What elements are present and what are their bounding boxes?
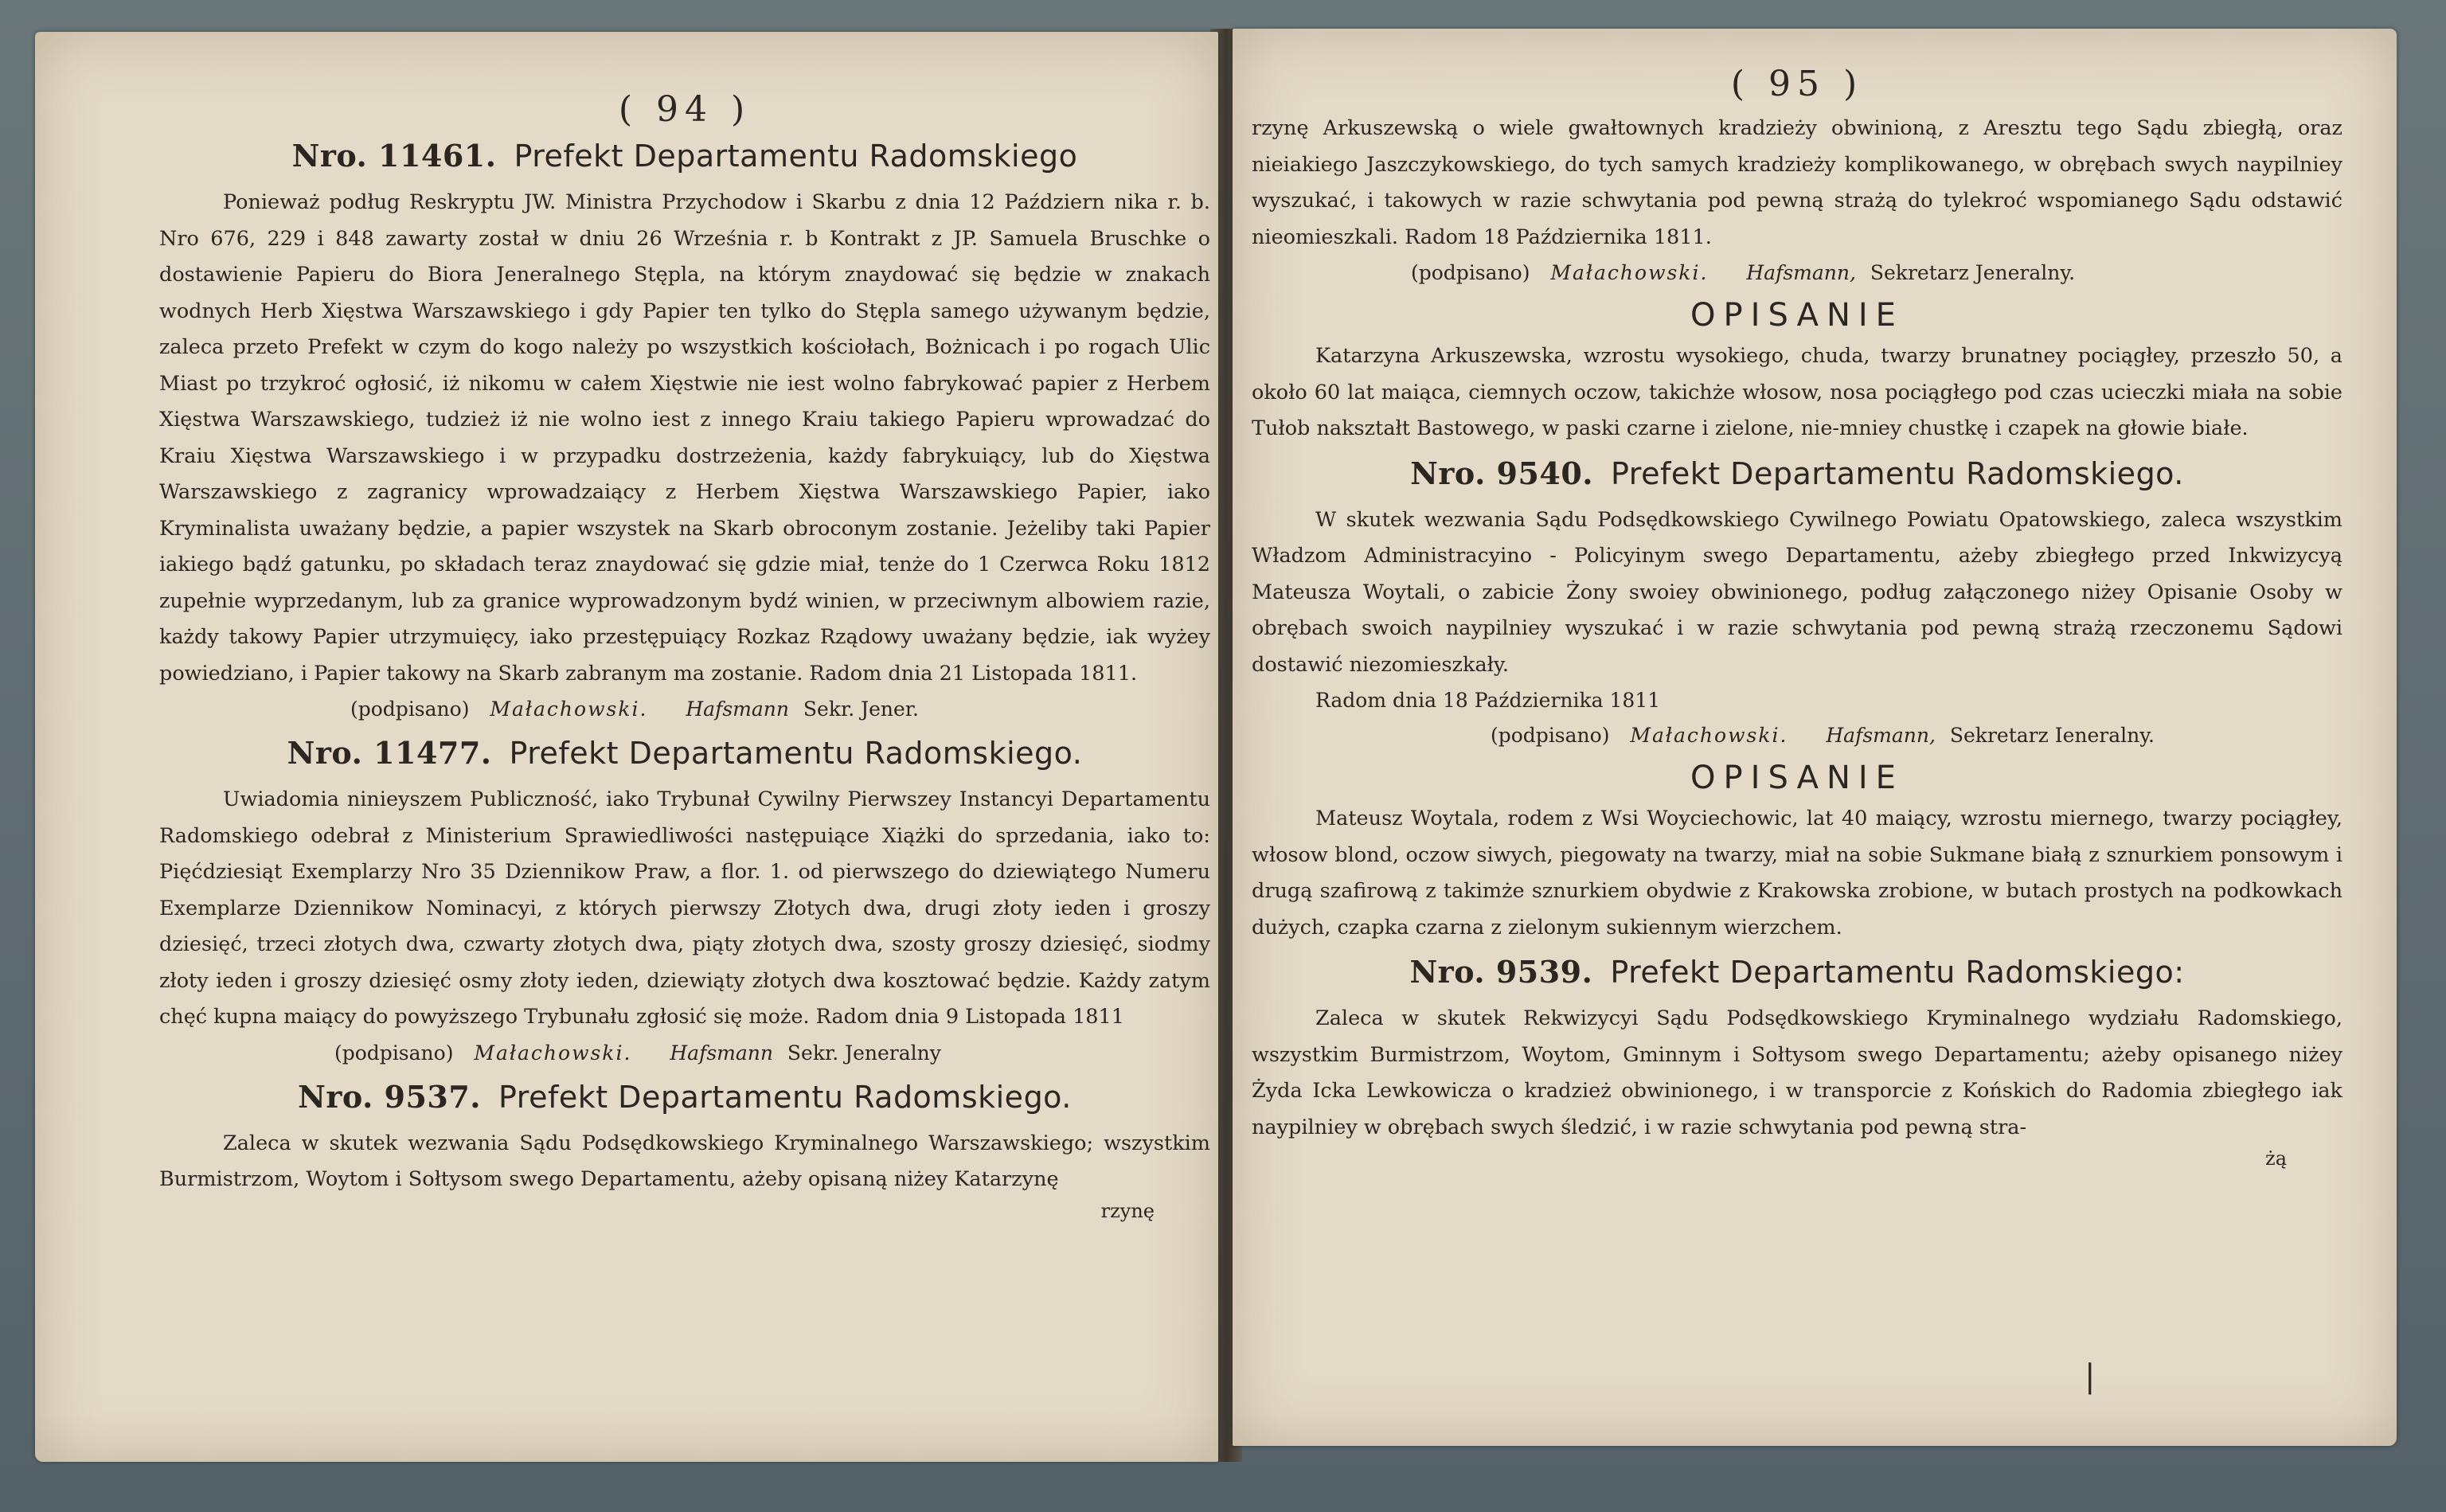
right-page-content	[1252, 64, 2342, 1170]
notice-body-9539: Zaleca w skutek Rekwizycyi Sądu Podsędkowskiego Kryminalnego wydziału Radomskiego, wszystkim Burmistrzom, Woytom, Gminnym i Sołtysom swego Departamentu; ażeby opisanego niżey Żyda Icka Lewkowicza o kradzież obwinionego, i w transporcie z Końskich do Radomia zbiegłego iak naypilniey w obrębach swych śledzić, i w razie schwytania pod pewną stra-	[1252, 1006, 2342, 1139]
notice-title: Prefekt Departamentu Radomskiego.	[498, 1079, 1072, 1115]
secretary-title: Sekretarz Ieneralny.	[1949, 724, 2155, 747]
notice-number: Nro. 9540.	[1410, 455, 1594, 491]
notice-number: Nro. 11477.	[287, 735, 492, 771]
secretary-name: Hafsmann	[686, 697, 789, 721]
signature-line	[1252, 256, 2342, 291]
notice-date: Radom dnia 18 Października 1811	[1315, 689, 1661, 712]
signed-label: (podpisano)	[350, 697, 470, 721]
notice-body-9540: W skutek wezwania Sądu Podsędkowskiego Cywilnego Powiatu Opatowskiego, zaleca wszystkim Władzom Administracyino - Policyinym swego Departamentu, ażeby zbiegłego przed Inkwizycyą Mateusza Woytali, o zabicie Żony swoiey obwinionego, podług załączonego niżey Opisanie Osoby w obrębach swoich naypilniey wyszukać i w razie schwytania pod pewną strażą rzeczonemu Sądowi dostawić niezomieszkały.	[1252, 507, 2342, 677]
description-body-arkuszewska: Katarzyna Arkuszewska, wzrostu wysokiego, chuda, twarzy brunatney pociągłey, przeszło 50, a około 60 lat maiąca, ciemnych oczow, takichże włosow, nosa pociągłego pod czas ucieczki miała na sobie Tułob nakształt Bastowego, w paski czarne i zielone, nie-mniey chustkę i czapek na głowie białe.	[1252, 344, 2342, 440]
signed-label: (podpisano)	[1491, 724, 1610, 747]
description-heading: OPISANIE	[1690, 760, 1904, 796]
signer-name: Małachowski.	[490, 697, 648, 721]
page-number-94: ( 94 )	[618, 89, 752, 130]
secretary-name: Hafsmann	[670, 1041, 773, 1065]
signer-name: Małachowski.	[474, 1041, 632, 1065]
notice-number: Nro. 11461.	[291, 138, 497, 174]
notice-heading-11461	[159, 138, 1210, 174]
signature-line	[1252, 718, 2342, 753]
catchword: rzynę	[1100, 1199, 1155, 1222]
notice-heading-9537	[159, 1079, 1210, 1115]
secretary-name: Hafsmann,	[1746, 261, 1856, 284]
left-page-content	[159, 89, 1210, 1222]
notice-heading-11477	[159, 735, 1210, 771]
notice-title: Prefekt Departamentu Radomskiego:	[1610, 955, 2185, 990]
secretary-name: Hafsmann,	[1826, 724, 1936, 747]
description-body-woytala: Mateusz Woytala, rodem z Wsi Woyciechowic, lat 40 maiący, wzrostu miernego, twarzy pociągłey, włosow blond, oczow siwych, piegowaty na twarzy, miał na sobie Sukmane białą z sznurkiem ponsowym i drugą szafirową z takimże sznurkiem obydwie z Krakowska zrobione, w butach prostych na podkowkach dużych, czapka czarna z zielonym sukiennym wierzchem.	[1252, 807, 2342, 940]
right-page	[1233, 29, 2397, 1446]
signed-label: (podpisano)	[334, 1041, 454, 1065]
secretary-title: Sekr. Jeneralny	[787, 1041, 941, 1065]
signature-line	[159, 1036, 1210, 1071]
notice-title: Prefekt Departamentu Radomskiego	[514, 139, 1078, 174]
notice-body-11461: Ponieważ podług Reskryptu JW. Ministra Przychodow i Skarbu z dnia 12 Październ nika r. b. Nro 676, 229 i 848 zawarty został w dniu 26 Września r. b Kontrakt z JP. Samuela Bruschke o dostawienie Papieru do Biora Jeneralnego Stępla, na którym znaydować się będzie w znakach wodnych Herb Xięstwa Warszawskiego i gdy Papier ten tylko do Stępla samego używanym będzie, zaleca przeto Prefekt w czym do kogo należy po wszystkich kościołach, Bożnicach i po rogach Ulic Miast po trzykroć ogłosić, iż nikomu w całem Xięstwie nie iest wolno fabrykować papier z Herbem Xięstwa Warszawskiego, tudzież iż nie wolno iest z innego Kraiu takiego Papieru wprowadzać do Kraiu Xięstwa Warszawskiego i w przypadku dostrzeżenia, każdy fabrykuiący, lub do Xięstwa Warszawskiego z zagranicy wprowadzaiący z Herbem Xięstwa Warszawskiego Papier, iako Kryminalista uważany będzie, a papier wszystek na Skarb obroconym zostanie. Jeżeliby taki Papier iakiego bądź gatunku, po składach teraz znaydować się gdzie miał, tenże do 1 Czerwca Roku 1812 zupełnie wyprzedanym, lub za granice wyprowadzonym bydź winien, w przeciwnym albowiem razie, każdy takowy Papier utrzymuięcy, iako przestępuiący Rozkaz Rządowy uważany będzie, iak wyżey powiedziano, i Papier takowy na Skarb zabranym ma zostanie. Radom dnia 21 Listopada 1811.	[159, 190, 1210, 686]
ink-mark: |	[2085, 1358, 2096, 1395]
notice-title: Prefekt Departamentu Radomskiego.	[509, 736, 1083, 771]
signature-line	[159, 692, 1210, 727]
signer-name: Małachowski.	[1550, 261, 1709, 284]
notice-number: Nro. 9539.	[1409, 954, 1593, 990]
notice-body-11477: Uwiadomia ninieyszem Publiczność, iako Trybunał Cywilny Pierwszey Instancyi Departamentu Radomskiego odebrał z Ministerium Sprawiedliwości następuiące Xiążki do sprzedania, iako to: Pięćdziesiąt Exemplarzy Nro 35 Dziennikow Praw, a flor. 1. od pierwszego do dziewiątego Numeru Exemplarze Dziennikow Nominacyi, z których pierwszy Złotych dwa, drugi złoty ieden i groszy dziesięć, trzeci złotych dwa, czwarty złotych dwa, piąty złotych dwa, szosty groszy dziesięć, siodmy złoty ieden i groszy dziesięć osmy złoty ieden, dziewiąty złotych dwa kosztować będzie. Każdy zatym chęć kupna maiący do powyższego Trybunału zgłosić się może. Radom dnia 9 Listopada 1811	[159, 787, 1210, 1029]
notice-body-9537: Zaleca w skutek wezwania Sądu Podsędkowskiego Kryminalnego Warszawskiego; wszystkim Burmistrzom, Woytom i Sołtysom swego Departamentu, ażeby opisaną niżey Katarzynę	[159, 1131, 1210, 1191]
signer-name: Małachowski.	[1630, 724, 1788, 747]
notice-number: Nro. 9537.	[298, 1078, 482, 1115]
secretary-title: Sekr. Jener.	[803, 697, 919, 721]
page-number-95: ( 95 )	[1730, 64, 1864, 104]
notice-heading-9540	[1252, 455, 2342, 491]
continuation-text: rzynę Arkuszewską o wiele gwałtownych kradzieży obwinioną, z Aresztu tego Sądu zbiegłą, oraz nieiakiego Jaszczykowskiego, do tych samych kradzieży komplikowanego, w obrębach swych naypilniey wyszukać, i takowych w razie schwytania pod pewną strażą do tylekroć wspomianego Sądu odstawić nieomieszkali. Radom 18 Października 1811.	[1252, 116, 2342, 249]
left-page	[35, 32, 1218, 1462]
notice-heading-9539	[1252, 954, 2342, 990]
secretary-title: Sekretarz Jeneralny.	[1870, 261, 2076, 284]
catchword: żą	[2265, 1147, 2287, 1170]
notice-title: Prefekt Departamentu Radomskiego.	[1611, 455, 2184, 491]
signed-label: (podpisano)	[1411, 261, 1530, 284]
description-heading: OPISANIE	[1690, 297, 1904, 334]
